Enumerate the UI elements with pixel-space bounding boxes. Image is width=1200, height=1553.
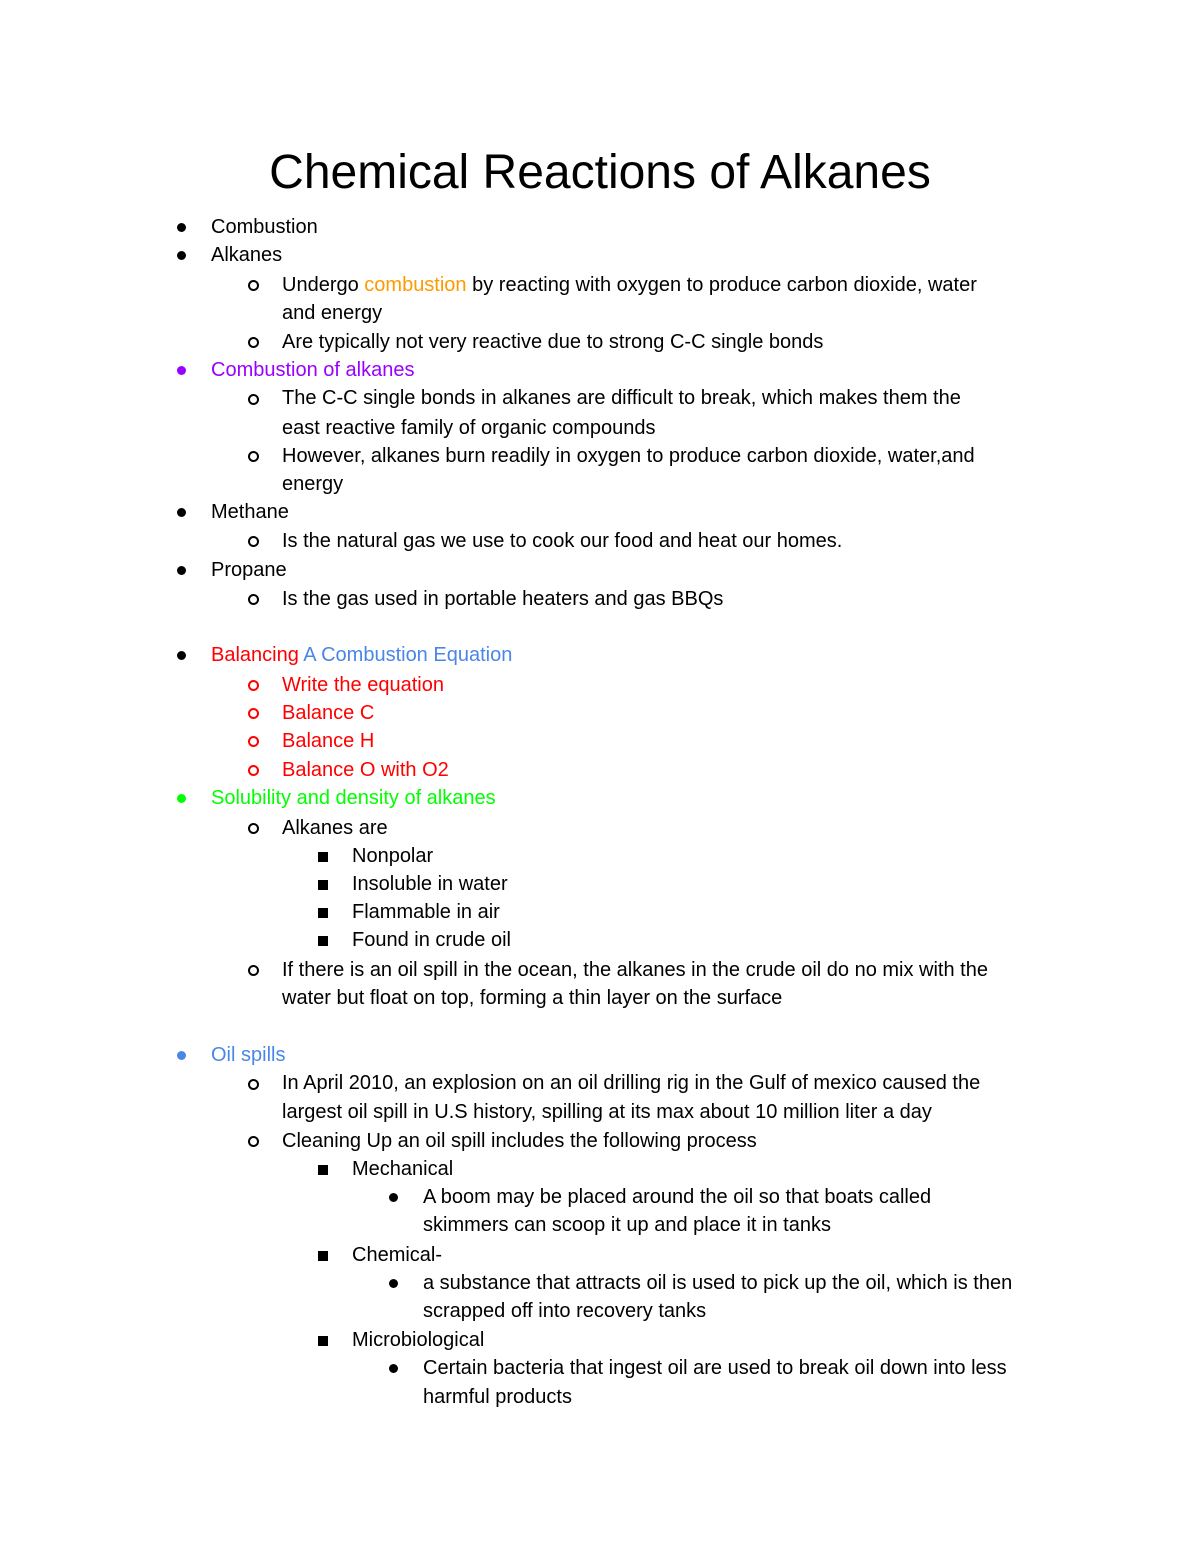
bullet-circle [248, 594, 259, 605]
bullet-disc [389, 1364, 398, 1373]
list-item-step-write: Write the equation [282, 674, 444, 696]
list-item-attracts-cont: scrapped off into recovery tanks [423, 1300, 707, 1322]
list-item-cc-bonds-cont: east reactive family of organic compounds [282, 417, 656, 439]
bullet-circle [248, 1136, 259, 1147]
bullet-circle [248, 708, 259, 719]
list-item-undergo [282, 271, 977, 299]
bullet-square [318, 852, 328, 862]
text-combustion-equation: A Combustion Equation [298, 644, 513, 666]
bullet-square [318, 908, 328, 918]
bullet-circle [248, 680, 259, 691]
bullet-circle [248, 1079, 259, 1090]
bullet-circle [248, 765, 259, 776]
list-item-alkanes: Alkanes [211, 244, 283, 266]
list-item-nonpolar: Nonpolar [352, 845, 434, 867]
text-balancing: Balancing [211, 644, 299, 666]
text-undergo-pre: Undergo [282, 274, 365, 296]
list-item-crude: Found in crude oil [352, 929, 511, 951]
list-item-oil-spills: Oil spills [211, 1044, 286, 1066]
text-undergo-post: by reacting with oxygen to produce carbon dioxide, water [466, 274, 977, 296]
list-item-alkanes-are: Alkanes are [282, 817, 388, 839]
list-item-methane-desc: Is the natural gas we use to cook our food and heat our homes. [282, 530, 843, 552]
bullet-square [318, 1165, 328, 1175]
list-item-step-o: Balance O with O2 [282, 759, 449, 781]
bullet-disc [177, 566, 186, 575]
bullet-disc [389, 1193, 398, 1202]
bullet-square [318, 880, 328, 890]
list-item-undergo-cont: and energy [282, 302, 383, 324]
bullet-square [318, 1251, 328, 1261]
list-item-boom-cont: skimmers can scoop it up and place it in tanks [423, 1214, 831, 1236]
bullet-circle [248, 823, 259, 834]
list-item-april: In April 2010, an explosion on an oil drilling rig in the Gulf of mexico caused the [282, 1072, 981, 1094]
list-item-microbiological: Microbiological [352, 1329, 485, 1351]
bullet-disc [177, 651, 186, 660]
list-item-step-c: Balance C [282, 702, 375, 724]
bullet-disc [177, 1051, 186, 1060]
bullet-disc [389, 1279, 398, 1288]
bullet-disc [177, 223, 186, 232]
list-item-mechanical: Mechanical [352, 1158, 454, 1180]
list-item-april-cont: largest oil spill in U.S history, spilling at its max about 10 million liter a day [282, 1101, 932, 1123]
bullet-circle [248, 451, 259, 462]
bullet-circle [248, 536, 259, 547]
bullet-square [318, 936, 328, 946]
list-item-cleaning: Cleaning Up an oil spill includes the following process [282, 1130, 757, 1152]
page-title: Chemical Reactions of Alkanes [269, 146, 931, 199]
bullet-circle [248, 965, 259, 976]
list-item-combustion: Combustion [211, 216, 318, 238]
list-item-chemical: Chemical- [352, 1244, 443, 1266]
bullet-disc [177, 508, 186, 517]
list-item-not-reactive: Are typically not very reactive due to strong C-C single bonds [282, 331, 824, 353]
list-item-balancing [211, 641, 512, 669]
list-item-solubility: Solubility and density of alkanes [211, 787, 496, 809]
list-item-bacteria-cont: harmful products [423, 1386, 572, 1408]
list-item-flammable: Flammable in air [352, 901, 500, 923]
list-item-spill: If there is an oil spill in the ocean, the alkanes in the crude oil do no mix with the [282, 959, 988, 981]
list-item-burn-readily: However, alkanes burn readily in oxygen to produce carbon dioxide, water,and [282, 445, 975, 467]
bullet-disc [177, 366, 186, 375]
bullet-disc [177, 794, 186, 803]
list-item-insoluble: Insoluble in water [352, 873, 508, 895]
text-combustion-highlight: combustion [364, 274, 467, 296]
list-item-cc-bonds: The C-C single bonds in alkanes are difficult to break, which makes them the [282, 387, 961, 409]
list-item-spill-cont: water but float on top, forming a thin layer on the surface [282, 987, 783, 1009]
bullet-circle [248, 394, 259, 405]
list-item-boom: A boom may be placed around the oil so that boats called [423, 1186, 932, 1208]
list-item-propane-desc: Is the gas used in portable heaters and gas BBQs [282, 588, 724, 610]
bullet-circle [248, 280, 259, 291]
list-item-methane: Methane [211, 501, 289, 523]
bullet-circle [248, 736, 259, 747]
list-item-bacteria: Certain bacteria that ingest oil are used to break oil down into less [423, 1357, 1007, 1379]
bullet-circle [248, 337, 259, 348]
list-item-burn-readily-cont: energy [282, 473, 344, 495]
list-item-attracts: a substance that attracts oil is used to pick up the oil, which is then [423, 1272, 1013, 1294]
list-item-step-h: Balance H [282, 730, 375, 752]
bullet-disc [177, 251, 186, 260]
list-item-propane: Propane [211, 559, 287, 581]
list-item-combustion-of-alkanes: Combustion of alkanes [211, 359, 415, 381]
bullet-square [318, 1336, 328, 1346]
